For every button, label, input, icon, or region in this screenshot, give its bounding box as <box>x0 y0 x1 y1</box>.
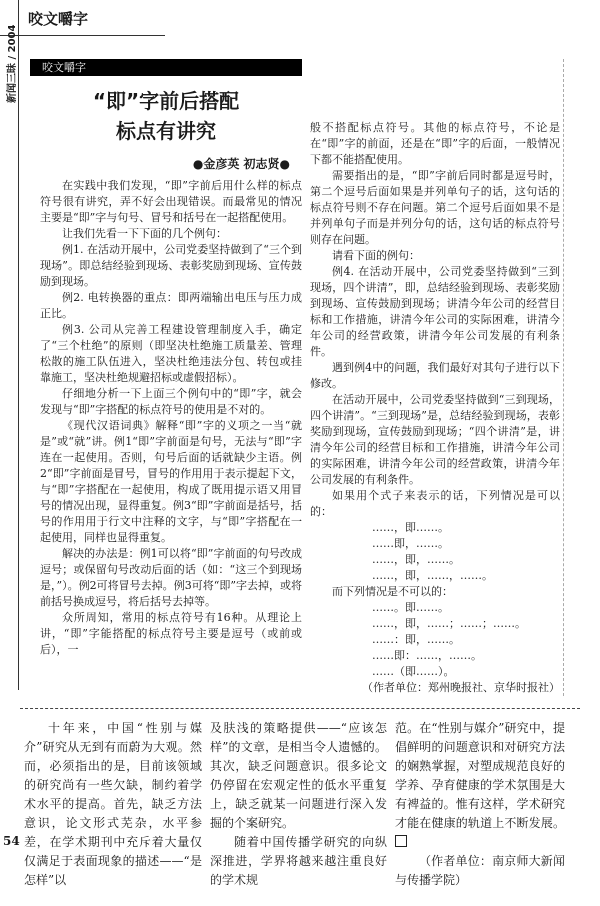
bottom-column-1 <box>24 719 202 890</box>
paragraph: 例4. 在活动开展中，公司党委坚持做到“三到现场，四个讲清”，即，总结经验到现场、表彰奖励到现场、宣传鼓励到现场；讲清今年公司的经营目标和工作措施，讲清今年公司的实际困难，讲清今年公司的经营政策，讲清今年公司发展的有利条件。 <box>310 265 560 358</box>
not-allowed-pattern: ……：即，……。 <box>372 633 460 646</box>
paragraph: 遇到例4中的问题，我们最好对其句子进行以下修改。 <box>310 361 560 390</box>
allowed-pattern: ……，即，……，……。 <box>372 569 493 582</box>
paragraph: 《现代汉语词典》解释“即”字的义项之一当“就是”或“就”讲。例1“即”字前面是句号，无法与“即”字连在一起使用。否则，句号后面的话就缺少主语。例2“即”字前面是冒号，冒号的作用用于表示提起下文，与“即”字搭配在一起使用，构成了既用提示语又用冒号的情况出现，显得重复。例3“即”字前面是括号，括号的作用用于行文中注释的文字，与“即”字搭配在一起使用，同样也显得重复。 <box>40 419 302 544</box>
paragraph: 在活动开展中，公司党委坚持做到“三到现场，四个讲清”。“三到现场”是，总结经验到现场，表彰奖励到现场，宣传鼓励到现场；“四个讲清”是，讲清今年公司的经营目标和工作措施，讲清今年公司的实际困难，讲清今年公司的经营政策，讲清今年公司发展的有利条件。 <box>310 393 560 486</box>
column-bar: 咬文嚼字 <box>30 59 302 76</box>
article <box>30 0 565 696</box>
margin-rule <box>18 0 19 690</box>
paragraph: 例3. 公司从完善工程建设管理制度入手，确定了“三个杜绝”的原则（即坚决杜绝施工质量差、管理松散的施工队伍进入，坚决杜绝违法分包、转包或挂靠施工，坚决杜绝规避招标或虚假招标）。 <box>40 323 302 384</box>
paragraph: 请看下面的例句： <box>332 249 420 262</box>
not-allowed-pattern: ……。即……。 <box>372 601 449 614</box>
paragraph: 随着中国传播学研究的向纵深推进，学界将越来越注重良好的学术规 <box>210 835 387 887</box>
not-allowed-pattern: ……即：……，……。 <box>372 649 482 662</box>
left-column <box>30 178 302 658</box>
bottom-column-2 <box>210 719 387 890</box>
paragraph: 众所周知，常用的标点符号有16种。从理论上讲，“即”字能搭配的标点符号主要是逗号（或前或后），一 <box>40 611 302 656</box>
page-number: 54 <box>3 834 20 848</box>
right-column <box>310 59 564 696</box>
paragraph: 仔细地分析一下上面三个例句中的“即”字，就会发现与“即”字搭配的标点符号的使用是不对的。 <box>40 387 302 416</box>
not-allowed-pattern: ……，即，……；……；……。 <box>372 617 526 630</box>
paragraph: 及肤浅的策略提供——“应该怎样”的文章，是相当令人遗憾的。其次，缺乏问题意识。很多论文仍停留在宏观定性的低水平重复上，缺乏就某一问题进行深入发掘的个案研究。 <box>210 721 387 830</box>
article-title-line2: 标点有讲究 <box>116 119 216 143</box>
paragraph: 解决的办法是：例1可以将“即”字前面的句号改成逗号；或保留句号改动后面的话（如：“这三个到现场是，”）。例2可将冒号去掉。例3可将“即”字去掉，或将前括号换成逗号，将后括号去掉等。 <box>40 547 302 608</box>
bottom-column-3 <box>395 719 565 890</box>
bottom-article <box>3 719 569 906</box>
paragraph <box>395 719 565 852</box>
paragraph: 例1. 在活动开展中，公司党委坚持做到了“三个到现场”。即总结经验到现场、表彰奖励到现场、宣传鼓励到现场。 <box>40 243 302 288</box>
allowed-pattern: ……即，……。 <box>372 537 449 550</box>
allowed-pattern: ……，即，……。 <box>372 553 460 566</box>
section-divider <box>20 708 580 709</box>
allowed-pattern: ……，即……。 <box>372 521 449 534</box>
paragraph: 例2. 电转换器的重点：即两端输出电压与压力成正比。 <box>40 291 302 320</box>
not-allowed-pattern: ……（即……）。 <box>372 665 455 678</box>
paragraph: 般不搭配标点符号。其他的标点符号，不论是在“即”字的前面，还是在“即”字的后面，一般情况下都不能搭配使用。 <box>310 121 560 166</box>
journal-issue-label: 新闻三昧 / 2004 <box>7 24 18 103</box>
author-affiliation: （作者单位：郑州晚报社、京华时报社） <box>362 681 560 694</box>
paragraph: 如果用个式子来表示的话，下列情况是可以的： <box>310 489 560 518</box>
article-title-line1: “即”字前后搭配 <box>92 89 240 113</box>
paragraph: 而下列情况是不可以的： <box>332 585 453 598</box>
paragraph: 让我们先看一下下面的几个例句： <box>62 227 227 240</box>
paragraph: 需要指出的是，“即”字前后同时都是逗号时，第二个逗号后面如果是并列单句子的话，这句话的标点符号则不存在问题。第二个逗号后面如果不是并列单句子而是并列分句的话，这句话的标点符号则存在问题。 <box>310 169 560 246</box>
paragraph-text: 范。在“性别与媒介”研究中，提倡鲜明的问题意识和对研究方法的娴熟掌握，对塑成规范良好的学养、孕育健康的学术氛围是大有裨益的。惟有这样，学术研究才能在健康的轨道上不断发展。 <box>395 721 565 830</box>
paragraph: 在实践中我们发现，“即”字前后用什么样的标点符号很有讲究，弄不好会出现错误。而最常见的情况主要是“即”字与句号、冒号和括号在一起搭配使用。 <box>40 179 302 224</box>
end-mark-icon <box>395 835 407 847</box>
left-area <box>30 59 302 696</box>
article-authors: ●金彦英 初志贤● <box>192 157 290 171</box>
section-header: 咬文嚼字 <box>28 10 89 28</box>
author-affiliation: （作者单位：南京师大新闻与传播学院） <box>395 854 565 887</box>
paragraph: 十年来，中国“性别与媒介”研究从无到有而蔚为大观。然而，必须指出的是，目前该领域的研究尚有一些欠缺，制约着学术水平的提高。首先，缺乏方法意识，论文形式芜杂，水平参差，在学术期刊中充斥着大量仅仅满足于表面现象的描述——“是怎样”以 <box>24 721 202 887</box>
